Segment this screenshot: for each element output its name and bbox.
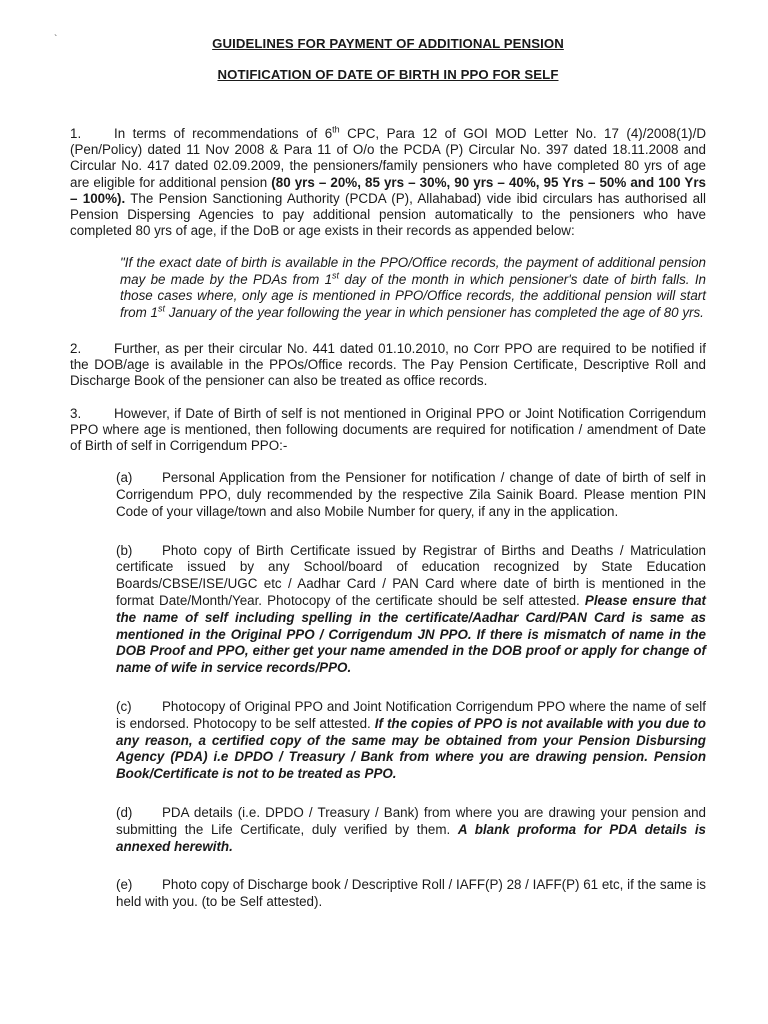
list-item-c: (c) Photocopy of Original PPO and Joint Notification Corrigendum PPO where the name of self is endorsed. Photocopy to be self attested. If the copies of PPO is not available with you due to any reason, a certified copy of the same may be obtained from your Pension Disbursing Agency (PDA) i.e DPDO / Treasury / Bank from where you are drawing pension. Pension Book/Certificate is not to be treated as PPO. <box>116 699 706 782</box>
emphasis-text: If the copies of PPO is not available with you due to any reason, a certified copy of the same may be obtained from your Pension Disbursing Agency (PDA) i.e DPDO / Treasury / Bank from where you are drawing pension. Pension Book/Certificate is not to be treated as PPO. <box>116 715 706 782</box>
paragraph-2: 2. Further, as per their circular No. 441 dated 01.10.2010, no Corr PPO are required to be notified if the DOB/age is available in the PPOs/Office records. The Pay Pension Certificate, Descriptive Roll and Discharge Book of the pensioner can also be treated as office records. <box>70 341 706 389</box>
item-label: (e) <box>116 877 133 893</box>
paragraph-number: 3. <box>70 405 82 421</box>
item-label: (b) <box>116 542 133 558</box>
list-item-e: (e) Photo copy of Discharge book / Descriptive Roll / IAFF(P) 28 / IAFF(P) 61 etc, if the same is held with you. (to be Self attested). <box>116 877 707 910</box>
paragraph-1: 1. In terms of recommendations of 6th CPC, Para 12 of GOI MOD Letter No. 17 (4)/2008(1)/D (Pen/Policy) dated 11 Nov 2008 & Para 11 of O/o the PCDA (P) Circular No. 397 dated 18.11.2008 and Circular No. 417 dated 02.09.2009, the pensioners/family pensioners who have completed 80 yrs of age are eligible for additional pension (80 yrs – 20%, 85 yrs – 30%, 90 yrs – 40%, 95 Yrs – 50% and 100 Yrs – 100%). The Pension Sanctioning Authority (PCDA (P), Allahabad) vide ibid circulars has authorised all Pension Dispersing Agencies to pay additional pension automatically to the pensioners who have completed 80 yrs of age, if the DoB or age exists in their records as appended below: <box>70 124 706 239</box>
paragraph-number: 1. <box>70 126 82 141</box>
document-heading: GUIDELINES FOR PAYMENT OF ADDITIONAL PENSION <box>212 36 564 51</box>
emphasis-text: A blank proforma for PDA details is annexed herewith. <box>116 821 706 854</box>
list-item-a: (a) Personal Application from the Pensioner for notification / change of date of birth of self in Corrigendum PPO, duly recommended by the respective Zila Sainik Board. Please mention PIN Code of your village/town and also Mobile Number for query, if any in the application. <box>116 470 706 519</box>
paragraph-3: 3. However, if Date of Birth of self is not mentioned in Original PPO or Joint Notification Corrigendum PPO where age is mentioned, then following documents are required for notification / amendment of Date of Birth of self in Corrigendum PPO:- <box>70 405 706 454</box>
corner-mark: ` <box>54 34 58 45</box>
quoted-circular-text: "If the exact date of birth is available in the PPO/Office records, the payment of additional pension may be made by the PDAs from 1st day of the month in which pensioner's date of birth falls. In those cases where, only age is mentioned in PPO/Office records, the additional pension will start from 1st January of the year following the year in which pensioner has completed the age of 80 yrs. <box>120 255 707 320</box>
item-label: (c) <box>116 699 132 715</box>
list-item-d: (d) PDA details (i.e. DPDO / Treasury / Bank) from where you are drawing your pension and submitting the Life Certificate, duly verified by them. A blank proforma for PDA details is annexed herewith. <box>116 805 706 854</box>
item-label: (a) <box>116 470 133 486</box>
emphasis-text: Please ensure that the name of self including spelling in the certificate/Aadhar Card/PAN Card is same as mentioned in the Original PPO / Corrigendum JN PPO. If there is mismatch of name in the DOB Proof and PPO, either get your name amended in the DOB proof or apply for change of name of wife in service records/PPO. <box>116 593 706 676</box>
document-subheading: NOTIFICATION OF DATE OF BIRTH IN PPO FOR SELF <box>217 67 559 82</box>
paragraph-number: 2. <box>70 341 82 357</box>
list-item-b: (b) Photo copy of Birth Certificate issued by Registrar of Births and Deaths / Matriculation certificate issued by any School/board of education recognized by State Education Boards/CBSE/ISE/UGC etc / Aadhar Card / PAN Card where date of birth is mentioned in the format Date/Month/Year. Photocopy of the certificate should be self attested. Please ensure that the name of self including spelling in the certificate/Aadhar Card/PAN Card is same as mentioned in the Original PPO / Corrigendum JN PPO. If there is mismatch of name in the DOB Proof and PPO, either get your name amended in the DOB proof or apply for change of name of wife in service records/PPO. <box>116 542 706 676</box>
item-label: (d) <box>116 805 133 821</box>
pension-rates: (80 yrs – 20%, 85 yrs – 30%, 90 yrs – 40%, 95 Yrs – 50% and 100 Yrs – 100%). <box>70 174 706 206</box>
